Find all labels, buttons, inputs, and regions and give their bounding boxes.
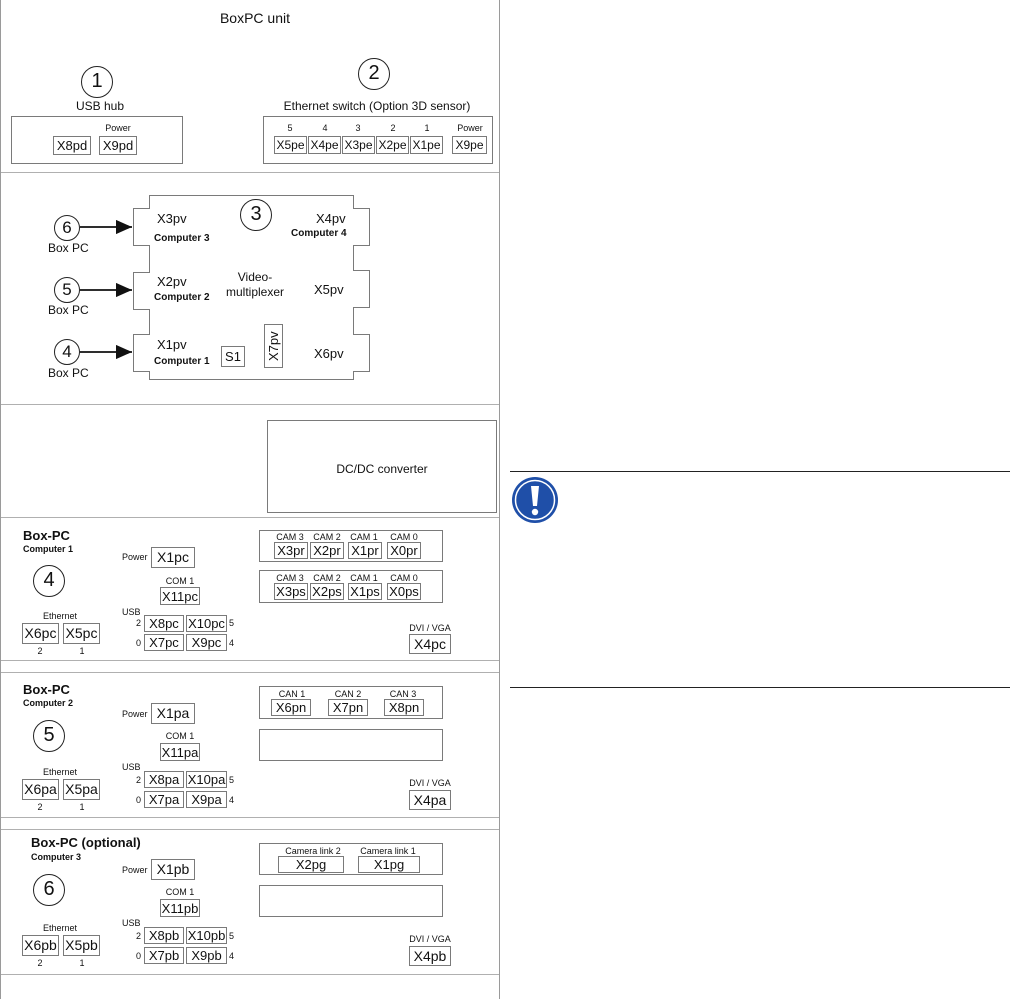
eth-port-num-4: 4 xyxy=(322,123,328,133)
box3-usb-num-4: 4 xyxy=(229,951,235,961)
box1-usb-num-4: 4 xyxy=(229,638,235,648)
mux-x2pv: X2pv xyxy=(157,274,187,289)
connector-X5pb: X5pb xyxy=(63,935,100,956)
connector-X5pa: X5pa xyxy=(63,779,100,800)
box3-eth-label: Ethernet xyxy=(42,923,78,933)
box2-usb-num-4: 4 xyxy=(229,795,235,805)
connector-X9pb: X9pb xyxy=(186,947,227,964)
connector-X8pn: X8pn xyxy=(384,699,424,716)
connector-X6pa: X6pa xyxy=(22,779,59,800)
box2-eth-num-2: 2 xyxy=(37,802,43,812)
connector-X7pb: X7pb xyxy=(144,947,184,964)
box2-com-label: COM 1 xyxy=(165,731,195,741)
box2-number: 5 xyxy=(33,720,65,752)
mux-input-6-label: Box PC xyxy=(48,241,89,255)
mux-tab-right-mid xyxy=(353,270,370,308)
connector-X6pn: X6pn xyxy=(271,699,311,716)
box1-usb-num-0: 0 xyxy=(136,638,142,648)
box2-usb-label: USB xyxy=(122,762,141,772)
mux-input-4-label: Box PC xyxy=(48,366,89,380)
box2-usb-num-2: 2 xyxy=(136,775,142,785)
switch-S1: S1 xyxy=(221,346,245,367)
section-divider xyxy=(1,817,499,818)
mux-tab-right-bot xyxy=(353,334,370,372)
box2-power-label: Power xyxy=(122,709,148,719)
box3-eth-num-1: 1 xyxy=(79,958,85,968)
box2-usb-num-0: 0 xyxy=(136,795,142,805)
connector-X2pg: X2pg xyxy=(278,856,344,873)
box2-can1-label: CAN 1 xyxy=(278,689,306,699)
mux-input-6-number: 6 xyxy=(54,215,80,241)
connector-X9pa: X9pa xyxy=(186,791,227,808)
video-mux-number: 3 xyxy=(240,199,272,231)
usb-hub-label: USB hub xyxy=(75,99,125,113)
exclamation-icon xyxy=(511,476,559,524)
box2-empty-panel xyxy=(259,729,443,761)
box2-eth-num-1: 1 xyxy=(79,802,85,812)
box1-eth-label: Ethernet xyxy=(42,611,78,621)
usb-hub-box xyxy=(11,116,183,164)
connector-X7pa: X7pa xyxy=(144,791,184,808)
box1-cam0b-label: CAM 0 xyxy=(390,573,418,583)
box1-cam0-label: CAM 0 xyxy=(390,532,418,542)
box2-can3-label: CAN 3 xyxy=(389,689,417,699)
connector-X10pc: X10pc xyxy=(186,615,227,632)
box1-eth-num-2: 2 xyxy=(37,646,43,656)
box2-title: Box-PC xyxy=(23,682,70,697)
connector-X2pe: X2pe xyxy=(376,136,409,154)
frame-right-line xyxy=(499,0,500,999)
connector-X7pv: X7pv xyxy=(264,324,283,368)
box3-usb-num-5: 5 xyxy=(229,931,235,941)
usb-hub-number: 1 xyxy=(81,66,113,98)
box1-power-label: Power xyxy=(122,552,148,562)
box3-subtitle: Computer 3 xyxy=(31,852,82,862)
connector-X8pc: X8pc xyxy=(144,615,184,632)
mux-label: Video- multiplexer xyxy=(225,270,285,299)
connector-X4pc: X4pc xyxy=(409,634,451,654)
section-divider xyxy=(1,672,499,673)
connector-X1pb: X1pb xyxy=(151,859,195,880)
connector-X0pr: X0pr xyxy=(387,542,421,559)
mux-x5pv: X5pv xyxy=(314,282,344,297)
connector-X4pb: X4pb xyxy=(409,946,451,966)
section-divider xyxy=(1,829,499,830)
connector-X10pa: X10pa xyxy=(187,772,226,787)
box1-usb-num-5: 5 xyxy=(229,618,235,628)
box2-can2-label: CAN 2 xyxy=(334,689,362,699)
box3-com-label: COM 1 xyxy=(165,887,195,897)
connector-X3pe: X3pe xyxy=(342,136,375,154)
box3-power-label: Power xyxy=(122,865,148,875)
eth-port-num-2: 2 xyxy=(390,123,396,133)
connector-X11pc: X11pc xyxy=(160,587,200,605)
box1-cam1-label: CAM 1 xyxy=(350,532,378,542)
mux-input-5-label: Box PC xyxy=(48,303,89,317)
connector-X8pa: X8pa xyxy=(144,771,184,788)
box1-subtitle: Computer 1 xyxy=(23,544,74,554)
note-bottom-rule xyxy=(510,687,1010,688)
box2-usb-num-5: 5 xyxy=(229,775,235,785)
mux-x1pv-sub: Computer 1 xyxy=(154,356,210,367)
ethernet-switch-label: Ethernet switch (Option 3D sensor) xyxy=(283,99,471,113)
eth-port-num-1: 1 xyxy=(424,123,430,133)
connector-X5pc: X5pc xyxy=(63,623,100,644)
box1-usb-num-2: 2 xyxy=(136,618,142,628)
section-divider xyxy=(1,172,499,173)
connector-X9pd: X9pd xyxy=(99,136,137,155)
box2-dvi-label: DVI / VGA xyxy=(409,778,451,788)
mux-x3pv-sub: Computer 3 xyxy=(154,233,210,244)
box3-number: 6 xyxy=(33,874,65,906)
connector-X2pr: X2pr xyxy=(310,542,344,559)
connector-X1ps: X1ps xyxy=(348,583,382,600)
mux-x1pv: X1pv xyxy=(157,337,187,352)
box1-usb-label: USB xyxy=(122,607,141,617)
section-divider xyxy=(1,404,499,405)
section-divider xyxy=(1,660,499,661)
connector-X2ps: X2ps xyxy=(310,583,344,600)
box3-empty-panel xyxy=(259,885,443,917)
box1-cam2-label: CAM 2 xyxy=(313,532,341,542)
box3-cl2-label: Camera link 2 xyxy=(285,846,341,856)
connector-X8pb: X8pb xyxy=(144,927,184,944)
connector-X1pc: X1pc xyxy=(151,547,195,568)
connector-X6pb: X6pb xyxy=(22,935,59,956)
mux-x2pv-sub: Computer 2 xyxy=(154,292,210,303)
box3-usb-label: USB xyxy=(122,918,141,928)
eth-port-num-3: 3 xyxy=(355,123,361,133)
connector-X9pc: X9pc xyxy=(186,634,227,651)
diagram-title: BoxPC unit xyxy=(219,10,291,26)
connector-X11pa: X11pa xyxy=(161,745,199,760)
connector-X10pb: X10pb xyxy=(187,928,226,943)
box1-cam3b-label: CAM 3 xyxy=(276,573,304,583)
connector-X9pe: X9pe xyxy=(452,136,487,154)
box2-subtitle: Computer 2 xyxy=(23,698,74,708)
connector-X1pe: X1pe xyxy=(410,136,443,154)
connector-X4pa: X4pa xyxy=(409,790,451,810)
box1-cam1b-label: CAM 1 xyxy=(350,573,378,583)
connector-X11pb: X11pb xyxy=(161,901,199,916)
mux-input-4-number: 4 xyxy=(54,339,80,365)
box3-title: Box-PC (optional) xyxy=(31,835,141,850)
box3-dvi-label: DVI / VGA xyxy=(409,934,451,944)
connector-X1pa: X1pa xyxy=(151,703,195,724)
box3-usb-num-2: 2 xyxy=(136,931,142,941)
connector-X3pr: X3pr xyxy=(274,542,308,559)
connector-X7pn: X7pn xyxy=(328,699,368,716)
eth-port-power: Power xyxy=(457,123,483,133)
mux-x4pv: X4pv xyxy=(316,211,346,226)
connector-X1pr: X1pr xyxy=(348,542,382,559)
note-top-rule xyxy=(510,471,1010,472)
box1-dvi-label: DVI / VGA xyxy=(409,623,451,633)
mux-x4pv-sub: Computer 4 xyxy=(291,228,347,239)
connector-X0ps: X0ps xyxy=(387,583,421,600)
mux-tab-right-top xyxy=(353,208,370,246)
mux-x3pv: X3pv xyxy=(157,211,187,226)
box1-cam2b-label: CAM 2 xyxy=(313,573,341,583)
section-divider xyxy=(1,974,499,975)
box1-com-label: COM 1 xyxy=(165,576,195,586)
dcdc-label: DC/DC converter xyxy=(336,462,428,476)
eth-port-num-5: 5 xyxy=(287,123,293,133)
connector-X5pe: X5pe xyxy=(274,136,307,154)
connector-X4pe: X4pe xyxy=(308,136,341,154)
mux-x6pv: X6pv xyxy=(314,346,344,361)
usb-hub-power-label: Power xyxy=(105,123,131,133)
box1-cam3-label: CAM 3 xyxy=(276,532,304,542)
connector-X8pd: X8pd xyxy=(53,136,91,155)
box1-eth-num-1: 1 xyxy=(79,646,85,656)
box1-title: Box-PC xyxy=(23,528,70,543)
section-divider xyxy=(1,517,499,518)
box3-cl1-label: Camera link 1 xyxy=(360,846,416,856)
box3-usb-num-0: 0 xyxy=(136,951,142,961)
connector-X6pc: X6pc xyxy=(22,623,59,644)
box1-number: 4 xyxy=(33,565,65,597)
connector-X7pc: X7pc xyxy=(144,634,184,651)
connector-X3ps: X3ps xyxy=(274,583,308,600)
connector-X1pg: X1pg xyxy=(358,856,420,873)
ethernet-switch-number: 2 xyxy=(358,58,390,90)
mux-input-5-number: 5 xyxy=(54,277,80,303)
box3-eth-num-2: 2 xyxy=(37,958,43,968)
box2-eth-label: Ethernet xyxy=(42,767,78,777)
frame-left-line xyxy=(0,0,1,999)
